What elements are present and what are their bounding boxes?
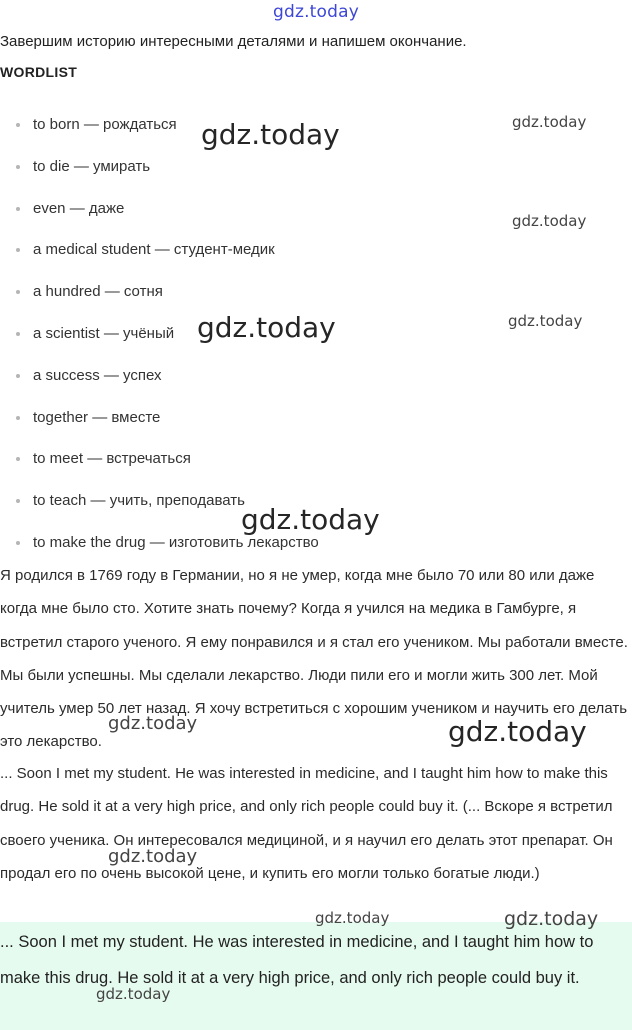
- bullet-icon: [16, 457, 20, 461]
- answer-text: ... Soon I met my student. He was interested in medicine, and I taught him how to make this drug. He sold it at a very high price, and only rich people could buy it.: [0, 933, 594, 987]
- list-item: [0, 446, 319, 488]
- wordlist-entry: to teach — учить, преподавать: [33, 492, 245, 510]
- watermark: gdz.today: [508, 312, 583, 330]
- bullet-icon: [16, 123, 20, 127]
- list-item: [0, 196, 319, 238]
- wordlist-entry: even — даже: [33, 199, 125, 217]
- bullet-icon: [16, 248, 20, 252]
- bullet-icon: [16, 374, 20, 378]
- watermark: gdz.today: [448, 715, 587, 748]
- wordlist-entry: a scientist — учёный: [33, 324, 175, 342]
- bullet-icon: [16, 541, 20, 545]
- wordlist-entry: a medical student — студент-медик: [33, 241, 275, 259]
- bullet-icon: [16, 499, 20, 503]
- story-paragraph: Я родился в 1769 году в Германии, но я не умер, когда мне было 70 или 80 или даже когда мне было сто. Хотите знать почему? Когда я учился на медика в Гамбурге, я встретил старого ученого. Я ему понравился и я стал его учеником. Мы работали вместе. Мы были успешны. Мы сделали лекарство. Люди пили его и могли жить 300 лет. Мой учитель умер 50 лет назад. Я хочу встретиться с хорошим учеником и научить его делать это лекарство.: [0, 567, 628, 751]
- wordlist-entry: a hundred — сотня: [33, 283, 163, 301]
- wordlist-entry: to make the drug — изготовить лекарство: [33, 533, 319, 551]
- wordlist-entry: to born — рождаться: [33, 116, 177, 133]
- wordlist-entry: to die — умирать: [33, 157, 151, 175]
- watermark: gdz.today: [504, 908, 599, 930]
- watermark: gdz.today: [241, 503, 380, 536]
- watermark: gdz.today: [96, 985, 171, 1003]
- list-item: [0, 237, 319, 279]
- watermark: gdz.today: [512, 113, 587, 131]
- bullet-icon: [16, 290, 20, 294]
- watermark: gdz.today: [197, 311, 336, 344]
- bullet-icon: [16, 165, 20, 169]
- bullet-icon: [16, 416, 20, 420]
- watermark: gdz.today: [108, 713, 198, 734]
- site-logo[interactable]: gdz.today: [272, 2, 360, 22]
- list-item: [0, 154, 319, 196]
- wordlist-entry: a success — успех: [33, 366, 162, 384]
- wordlist-entry: to meet — встречаться: [33, 450, 191, 468]
- watermark: gdz.today: [201, 118, 340, 151]
- watermark: gdz.today: [512, 212, 587, 230]
- bullet-icon: [16, 207, 20, 211]
- bullet-icon: [16, 332, 20, 336]
- list-item: [0, 363, 319, 405]
- wordlist-entry: together — вместе: [33, 408, 161, 426]
- wordlist-title: WORDLIST: [0, 64, 78, 80]
- continuation-paragraph: ... Soon I met my student. He was interested in medicine, and I taught him how to make this drug. He sold it at a very high price, and only rich people could buy it. (... Вскоре я встретил своего ученика. Он интересовался медициной, и я научил его делать этот препарат. Он продал его по очень высокой цене, и купить его могли только богатые люди.): [0, 765, 613, 882]
- intro-text: Завершим историю интересными деталями и напишем окончание.: [0, 33, 467, 50]
- list-item: [0, 405, 319, 447]
- watermark: gdz.today: [108, 846, 198, 867]
- watermark: gdz.today: [315, 909, 390, 927]
